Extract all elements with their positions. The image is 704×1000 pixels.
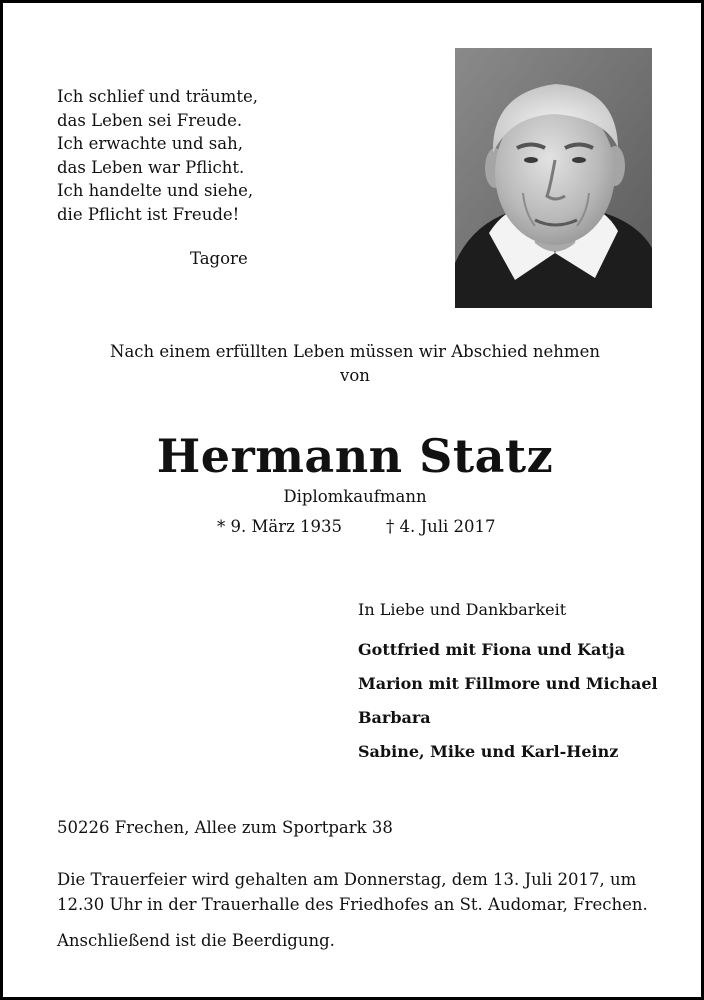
poem-author: Tagore bbox=[190, 249, 248, 268]
mourners bbox=[358, 600, 658, 769]
death-date: † 4. Juli 2017 bbox=[386, 517, 496, 536]
poem-line: die Pflicht ist Freude! bbox=[57, 204, 240, 224]
intro-text bbox=[3, 340, 704, 388]
poem-line: Ich handelte und siehe, bbox=[57, 181, 254, 200]
family-member: Barbara bbox=[358, 708, 431, 727]
portrait-photo bbox=[455, 48, 652, 308]
poem-line: Ich erwachte und sah, bbox=[57, 134, 243, 153]
family-member: Gottfried mit Fiona und Katja bbox=[358, 640, 625, 659]
address: 50226 Frechen, Allee zum Sportpark 38 bbox=[57, 818, 393, 837]
poem-line: Ich schlief und träumte, bbox=[57, 87, 258, 106]
poem-line: das Leben sei Freude. bbox=[57, 110, 243, 130]
deceased-name: Hermann Statz bbox=[156, 429, 554, 483]
poem-line: das Leben war Pflicht. bbox=[57, 157, 245, 177]
burial-notice: Anschließend ist die Beerdigung. bbox=[57, 931, 335, 950]
life-dates bbox=[217, 517, 496, 536]
service-line: Die Trauerfeier wird gehalten am Donnerstag, dem 13. Juli 2017, um bbox=[57, 870, 637, 889]
family-member: Sabine, Mike und Karl-Heinz bbox=[358, 742, 619, 761]
service-line: 12.30 Uhr in der Trauerhalle des Friedhofes an St. Audomar, Frechen. bbox=[57, 895, 648, 914]
closing-phrase: In Liebe und Dankbarkeit bbox=[358, 600, 567, 619]
deceased-title: Diplomkaufmann bbox=[283, 487, 427, 506]
poem bbox=[57, 85, 258, 226]
portrait-icon bbox=[455, 48, 652, 308]
intro-line: Nach einem erfüllten Leben müssen wir Abschied nehmen bbox=[110, 342, 600, 361]
service-notice bbox=[57, 867, 657, 917]
intro-line: von bbox=[340, 366, 370, 385]
family-member: Marion mit Fillmore und Michael bbox=[358, 674, 658, 693]
birth-date: * 9. März 1935 bbox=[217, 517, 343, 536]
